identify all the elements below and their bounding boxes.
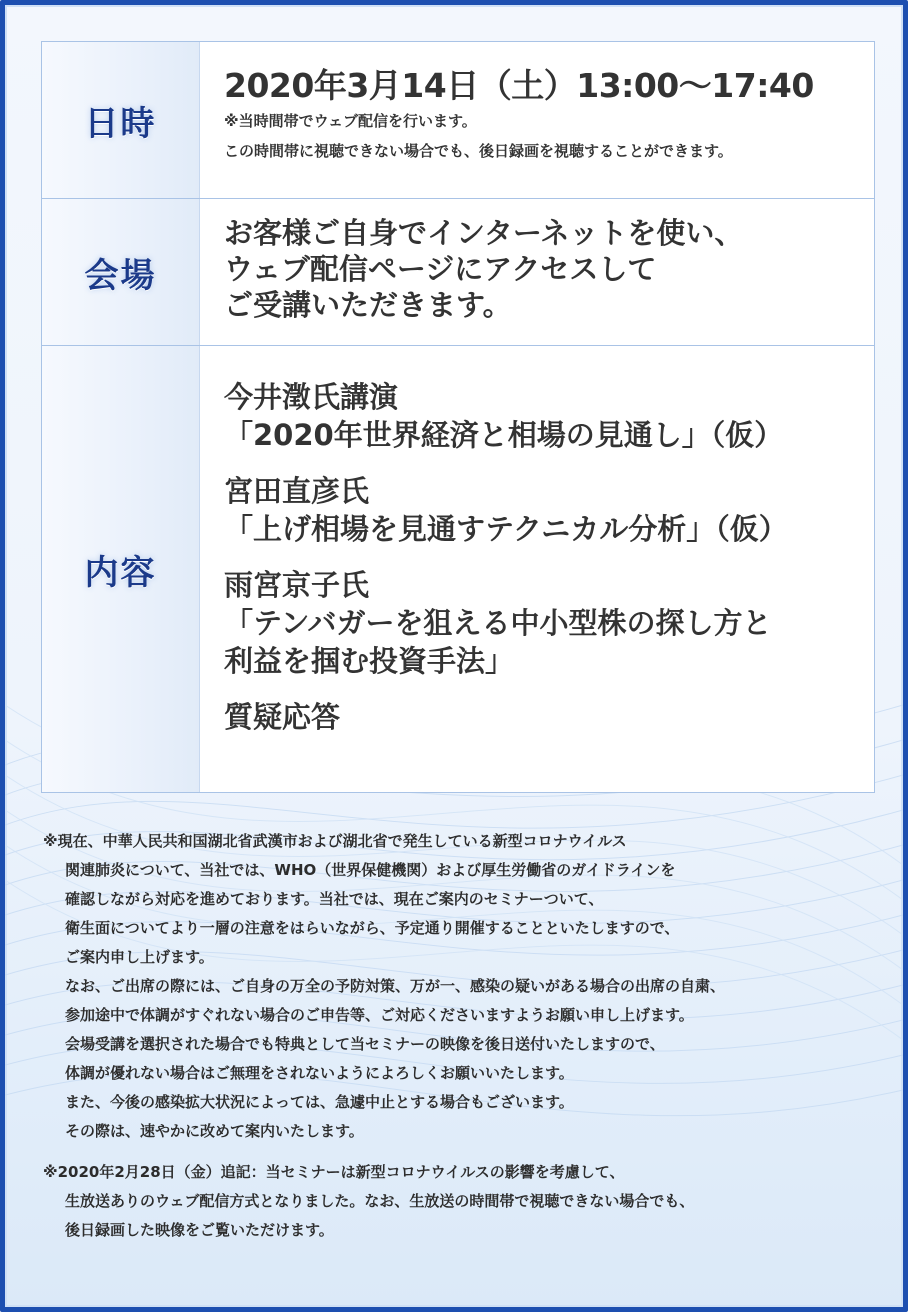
covid-notice [43,827,893,1146]
venue-row [42,198,874,345]
talk-item [224,566,874,680]
notice-line: 会場受講を選択された場合でも特典として当セミナーの映像を後日送付いたしますので、 [65,1035,665,1053]
notice-line: ※2020年2月28日（金）追記：当セミナーは新型コロナウイルスの影響を考慮して、 [43,1163,625,1181]
date-note: ※当時間帯でウェブ配信を行います。 [224,112,477,130]
date-label: 日時 [84,103,157,144]
event-datetime: 2020年3月14日（土）13:00〜17:40 [224,66,814,105]
notice-line: 参加途中で体調がすぐれない場合のご申告等、ご対応くださいますようお願い申し上げます。 [65,1006,694,1024]
notice-line: ※現在、中華人民共和国湖北省武漢市および湖北省で発生している新型コロナウイルス [43,832,627,850]
talk-item [224,378,874,454]
notice-line: 生放送ありのウェブ配信方式となりました。なお、生放送の時間帯で視聴できない場合でも、 [65,1192,695,1210]
venue-content-cell [200,199,874,345]
venue-text-line: お客様ご自身でインターネットを使い、 [224,216,744,250]
notice-line: 後日録画した映像をご覧いただけます。 [65,1221,334,1239]
content-label-cell [42,346,200,792]
qa-session: 質疑応答 [224,700,341,734]
addendum-notice [43,1158,893,1245]
content-label: 内容 [84,552,157,593]
notice-section [43,827,893,1257]
notice-line: ご案内申し上げます。 [65,948,214,966]
talk-item [224,472,874,548]
date-content-cell [200,42,874,198]
talk-title: 利益を掴む投資手法」 [224,644,515,678]
notice-line: 関連肺炎について、当社では、WHO（世界保健機関）および厚生労働省のガイドラインを [65,861,676,879]
notice-line: 確認しながら対応を進めております。当社では、現在ご案内のセミナーついて、 [65,890,604,908]
notice-line: また、今後の感染拡大状況によっては、急遽中止とする場合もございます。 [65,1093,574,1111]
date-label-cell [42,42,200,198]
content-row [42,345,874,792]
venue-text-line: ご受講いただきます。 [224,288,512,322]
talk-title: 「テンバガーを狙える中小型株の探し方と [224,606,772,640]
talk-title: 「2020年世界経済と相場の見通し」（仮） [224,418,784,452]
notice-line: 体調が優れない場合はご無理をされないようによろしくお願いいたします。 [65,1064,574,1082]
seminar-info-table [41,41,875,793]
date-note: この時間帯に視聴できない場合でも、後日録画を視聴することができます。 [224,142,733,160]
content-content-cell [200,346,874,792]
notice-line: なお、ご出席の際には、ご自身の万全の予防対策、万が一、感染の疑いがある場合の出席の自粛、 [65,977,726,995]
talk-speaker: 雨宮京子氏 [224,568,370,602]
notice-line: その際は、速やかに改めて案内いたします。 [65,1122,364,1140]
venue-label-cell [42,199,200,345]
talk-title: 「上げ相場を見通すテクニカル分析」（仮） [224,512,788,546]
talk-speaker: 宮田直彦氏 [224,474,370,508]
venue-text-line: ウェブ配信ページにアクセスして [224,252,657,286]
notice-line: 衛生面についてより一層の注意をはらいながら、予定通り開催することといたしますので、 [65,919,680,937]
talk-speaker: 今井澂氏講演 [224,380,399,414]
venue-label: 会場 [84,255,157,296]
date-row [42,42,874,198]
